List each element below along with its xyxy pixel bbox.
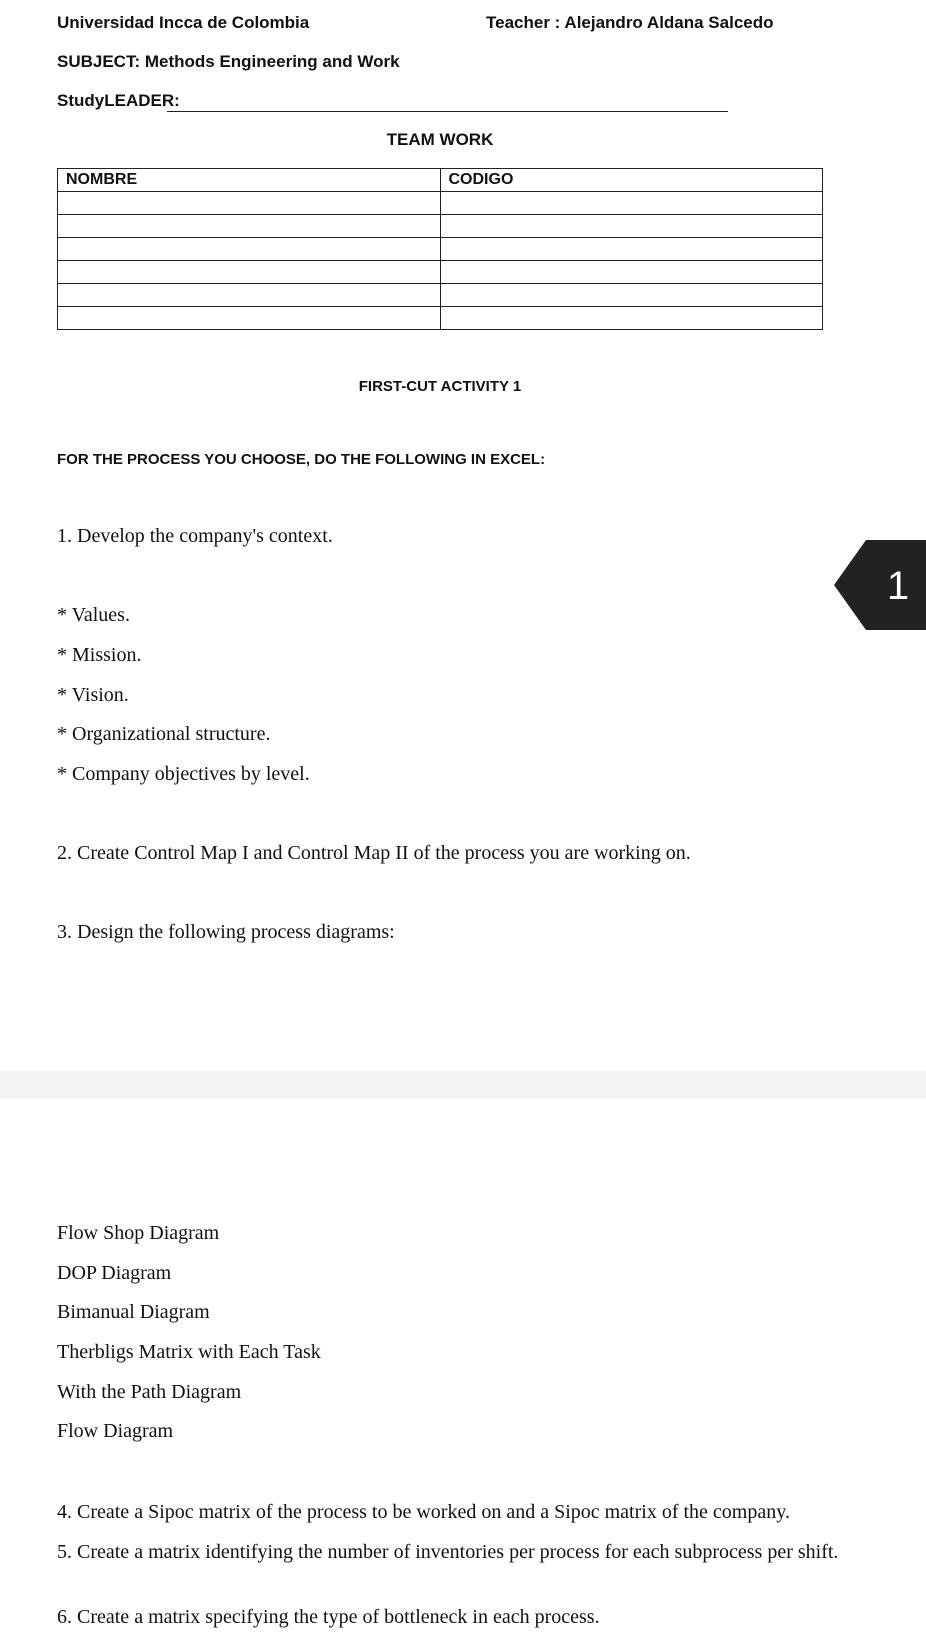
subject-title: SUBJECT: Methods Engineering and Work [57, 52, 400, 71]
table-cell [58, 307, 441, 330]
table-cell [440, 307, 823, 330]
page-indicator-shape [834, 540, 926, 630]
diagram-therbligs: Therbligs Matrix with Each Task [57, 1341, 321, 1363]
bullet-mission: * Mission. [57, 644, 142, 666]
table-header-row [58, 169, 823, 192]
item-5: 5. Create a matrix identifying the number of inventories per process for each subprocess per shift. [57, 1541, 839, 1563]
diagram-path: With the Path Diagram [57, 1381, 242, 1403]
diagram-flow: Flow Diagram [57, 1420, 174, 1442]
table-row [58, 307, 823, 330]
diagram-bimanual: Bimanual Diagram [57, 1301, 210, 1323]
item-4: 4. Create a Sipoc matrix of the process to be worked on and a Sipoc matrix of the company. [57, 1501, 790, 1523]
teacher-name: Teacher : Alejandro Aldana Salcedo [486, 13, 774, 32]
page-number-indicator[interactable] [834, 540, 926, 630]
study-leader-underline [167, 111, 728, 112]
team-table [57, 168, 823, 330]
team-work-title: TEAM WORK [386, 130, 494, 149]
university-name: Universidad Incca de Colombia [57, 13, 310, 32]
table-cell [58, 192, 441, 215]
diagram-flow-shop: Flow Shop Diagram [57, 1222, 220, 1244]
bullet-org-structure: * Organizational structure. [57, 723, 271, 745]
table-row [58, 261, 823, 284]
activity-title: FIRST-CUT ACTIVITY 1 [358, 378, 522, 395]
item-3: 3. Design the following process diagrams: [57, 921, 395, 943]
table-cell [58, 238, 441, 261]
diagram-dop: DOP Diagram [57, 1262, 172, 1284]
column-header-codigo: CODIGO [440, 169, 823, 192]
item-1: 1. Develop the company's context. [57, 525, 333, 547]
table-cell [58, 284, 441, 307]
table-row [58, 192, 823, 215]
table-row [58, 215, 823, 238]
table-cell [58, 215, 441, 238]
page-number: 1 [886, 564, 910, 608]
table-cell [440, 192, 823, 215]
activity-instruction: FOR THE PROCESS YOU CHOOSE, DO THE FOLLOWING IN EXCEL: [57, 451, 546, 468]
table-cell [440, 284, 823, 307]
table-cell [440, 215, 823, 238]
bullet-values: * Values. [57, 604, 130, 626]
study-leader-label: StudyLEADER: [57, 91, 180, 110]
table-cell [440, 261, 823, 284]
page-indicator-tab-icon [834, 540, 926, 630]
item-2: 2. Create Control Map I and Control Map II of the process you are working on. [57, 842, 691, 864]
page-break [0, 1071, 926, 1099]
table-row [58, 238, 823, 261]
table-row [58, 284, 823, 307]
bullet-objectives: * Company objectives by level. [57, 763, 310, 785]
column-header-nombre: NOMBRE [58, 169, 441, 192]
item-6: 6. Create a matrix specifying the type of bottleneck in each process. [57, 1606, 600, 1628]
bullet-vision: * Vision. [57, 684, 129, 706]
table-cell [440, 238, 823, 261]
table-cell [58, 261, 441, 284]
